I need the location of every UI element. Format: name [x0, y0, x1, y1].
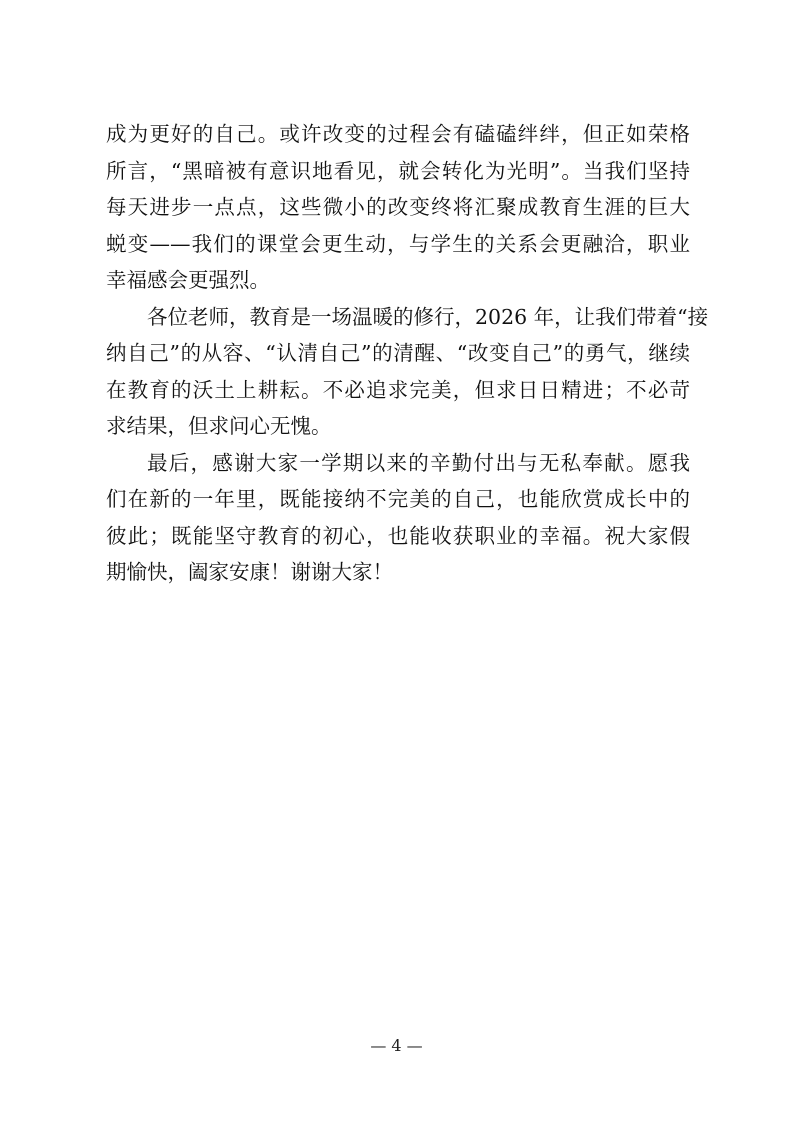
text-line: 幸福感会更强烈。	[106, 268, 270, 292]
paragraph-3	[106, 445, 690, 591]
text-line: 最后，感谢大家一学期以来的辛勤付出与无私奉献。愿我	[147, 450, 690, 475]
text-line: 成为更好的自己。或许改变的过程会有磕磕绊绊，但正如荣格	[106, 122, 690, 146]
text-line: 期愉快，阖家安康！谢谢大家！	[106, 560, 393, 584]
text-line: 纳自己”的从容、“认清自己”的清醒、“改变自己”的勇气，继续	[106, 341, 690, 365]
text-line: 蜕变——我们的课堂会更生动，与学生的关系会更融洽，职业	[106, 231, 690, 256]
text-line: 彼此；既能坚守教育的初心，也能收获职业的幸福。祝大家假	[106, 523, 690, 548]
page-number: — 4 —	[370, 1036, 423, 1055]
text-line: 求结果，但求问心无愧。	[106, 414, 332, 438]
text-line: 们在新的一年里，既能接纳不完美的自己，也能欣赏成长中的	[106, 487, 690, 511]
text-line: 所言，“黑暗被有意识地看见，就会转化为光明”。当我们坚持	[106, 158, 690, 183]
paragraph-1	[106, 116, 690, 299]
text-line: 各位老师，教育是一场温暖的修行，2026 年，让我们带着“接	[147, 304, 709, 329]
paragraph-2	[106, 299, 709, 445]
document-body	[106, 116, 709, 591]
text-line: 在教育的沃土上耕耘。不必追求完美，但求日日精进；不必苛	[106, 377, 690, 402]
text-line: 每天进步一点点，这些微小的改变终将汇聚成教育生涯的巨大	[106, 195, 690, 219]
